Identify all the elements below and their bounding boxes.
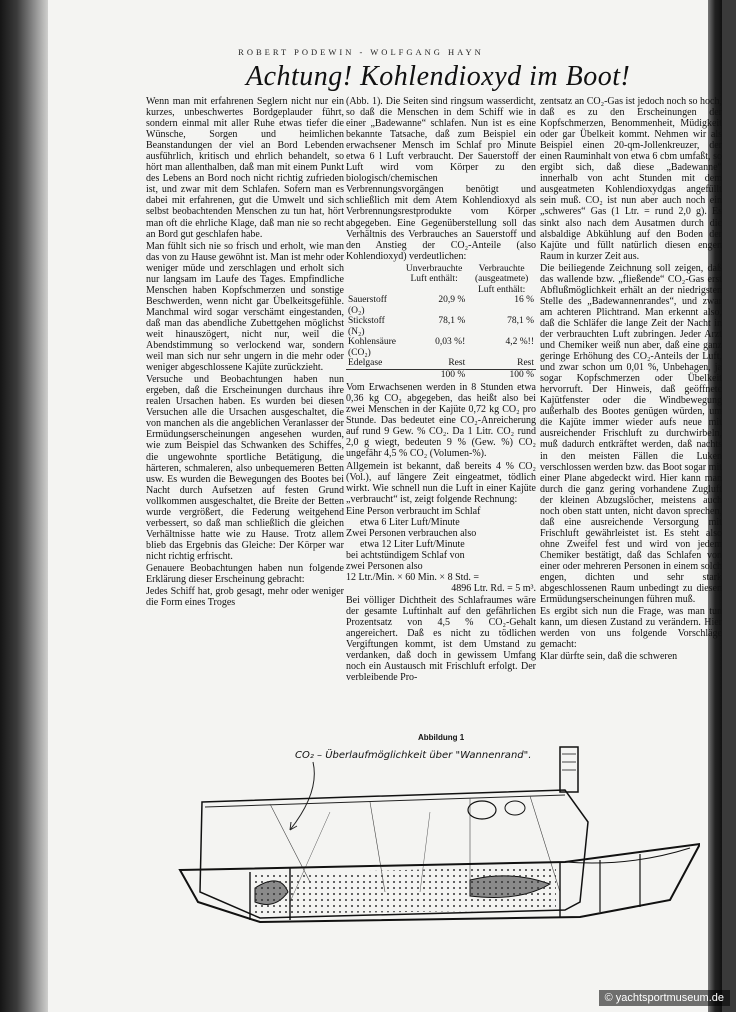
copyright-watermark: © yachtsportmuseum.de bbox=[599, 990, 730, 1006]
used-value: Rest bbox=[517, 358, 534, 369]
table-header-row bbox=[346, 264, 536, 296]
paragraph: Es ergibt sich nun die Frage, was man tun kann, um diesen Zustand zu verändern. Hier werden von uns folgende Vorschläge gemacht: bbox=[540, 606, 722, 651]
gas-name: Stickstoff (N₂) bbox=[348, 316, 385, 337]
used-value: 78,1 % bbox=[507, 316, 534, 327]
gas-name: Edelgase bbox=[348, 358, 383, 369]
used-value: 4,2 %!! bbox=[505, 337, 534, 348]
fresh-value: 20,9 % bbox=[438, 295, 466, 306]
gas-name: Kohlensäure (CO₂) bbox=[348, 337, 397, 358]
table-header-fresh: Unverbrauchte Luft enthält: bbox=[405, 263, 463, 285]
cover-edge-line bbox=[205, 795, 565, 807]
total-used: 100 % bbox=[467, 369, 536, 380]
paragraph: Die beiliegende Zeichnung soll zeigen, daß das wallende bzw. „fließende“ CO₂-Gas erst Abflußmöglichkeit erhält an der niedrigsten Stelle des „Badewannenrandes“, und zwar am achteren Plichtrand. Man erkennt also, daß die Schläfer die lange Zeit der Nacht in der verbrauchten Luft zubringen. Jeder Arzt und Chemiker weiß nun aber, daß eine ganz geringe Erhöhung des CO₂-Anteils der Luft, und zwar schon um 0,01 %, Unbehagen, ja sogar Kopfschmerzen oder Übelkeit hervorruft. Der Hinweis, daß geöffnete Kajütfenster oder die Windbewegung außerhalb des Bootes genügen würden, um die Kajüte immer wieder aufs neue mit ausreichender Frischluft zu durchwirbeln, muß dadurch entkräftet werden, daß nachts in den meisten Fällen die Luken verschlossen werden bzw. das Boot sogar mit einer Plane abgedeckt wird. Hier kann man durch die ganz gering vorhandene Zugluft der kleinen Abzugslöcher, meistens auch noch oben statt unten, nicht davon sprechen, daß eine ausreichende Versorgung mit Frischluft gewährleistet ist. Es steht also ohne Zweifel fest und wird von jedem Chemiker bestätigt, daß das Schlafen von einer oder mehreren Personen in einem solch engen, dichten und sehr stark abgeschlossenen Raum unbedingt zu diesen Ermüdungserscheinungen führen muß. bbox=[540, 262, 722, 606]
co2-gas-fill bbox=[254, 866, 556, 914]
paragraph: Versuche und Beobachtungen haben nun ergeben, daß die Erscheinungen durchaus ihre realen Ursachen haben. Es wurden bei diesen Versuchen alle die Ursachen ausgeschaltet, die von manchen als die angeblichen Veranlasser der Ermüdungserscheinungen angesehen wurden, wie zum Beispiel das Schwanken des Schiffes, die ungewohnte sportliche Betätigung, die härteren, schmaleren, also unbequemeren Betten usw. Es wurden die Bewegungen des Bootes bei Nacht durch Aufsetzen auf festen Grund vollkommen ausgeschaltet, die Breite der Betten wurde vergrößert, die Federung weitgehend verbessert, so daß man schließlich die gleichen Verhältnisse hatte wie zu Hause. Trotz allem blieb das Ergebnis das Gleiche: Der Körper war nicht richtig erfrischt. bbox=[146, 374, 344, 562]
table-row bbox=[346, 337, 536, 358]
gas-name: Sauerstoff (O₂) bbox=[348, 295, 387, 316]
porthole bbox=[505, 801, 525, 815]
book-spine-shadow bbox=[0, 0, 48, 1012]
table-row bbox=[346, 358, 536, 369]
handwritten-annotation: CO₂ – Überlaufmöglichkeit über "Wannenrand". bbox=[295, 750, 532, 761]
calc-line: etwa 12 Liter Luft/Minute bbox=[360, 538, 465, 550]
calc-line: Zwei Personen verbrauchen also bbox=[346, 527, 477, 539]
calc-line: zwei Personen also bbox=[346, 560, 423, 572]
text-column-2 bbox=[346, 96, 536, 683]
table-total-row bbox=[346, 369, 536, 380]
paragraph: Jedes Schiff hat, grob gesagt, mehr oder weniger die Form eines Troges bbox=[146, 586, 344, 609]
fresh-value: Rest bbox=[448, 358, 466, 369]
table-row bbox=[346, 295, 536, 316]
article-title: Achtung! Kohlendioxyd im Boot! bbox=[246, 61, 631, 92]
porthole bbox=[468, 801, 496, 819]
calc-line: 12 Ltr./Min. × 60 Min. × 8 Std. = bbox=[346, 572, 480, 583]
calc-line: bei achtstündigem Schlaf von bbox=[346, 549, 465, 561]
paragraph: (Abb. 1). Die Seiten sind ringsum wasserdicht, so daß die Menschen in dem Schiff wie in einer „Badewanne“ schlafen. Nun ist es eine bekannte Tatsache, daß zum Beispiel ein erwachsener Mensch im Schlaf pro Minute etwa 6 l Luft verbraucht. Der Sauerstoff der Luft wird vom Körper zu den biologisch/chemischen Verbrennungsvorgängen benötigt und schließlich mit dem Atem Kohlendioxyd als Verbrennungsrestprodukte vom Körper abgegeben. Eine Gegenüberstellung soll das Verhältnis des Verbrauches an Sauerstoff und den Anstieg der CO₂-Anteile (also Kohlendioxyd) verdeutlichen: bbox=[346, 96, 536, 262]
paragraph: Allgemein ist bekannt, daß bereits 4 % CO₂ (Vol.), auf längere Zeit eingeatmet, tödlich wirkt. Wie schnell nun die Luft in einer Kajüte „verbraucht“ ist, zeigt folgende Rechnung: bbox=[346, 460, 536, 505]
fresh-value: 0,03 %! bbox=[435, 337, 466, 348]
text-column-1 bbox=[146, 96, 344, 608]
fresh-value: 78,1 % bbox=[438, 316, 466, 327]
paragraph: Klar dürfte sein, daß die schweren bbox=[540, 651, 678, 663]
article-authors: ROBERT PODEWIN - WOLFGANG HAYN bbox=[238, 47, 484, 57]
total-fresh: 100 % bbox=[401, 369, 467, 380]
figure-caption: Abbildung 1 bbox=[418, 733, 465, 742]
table-header-used: Verbrauchte (ausgeatmete) Luft enthält: bbox=[474, 263, 529, 295]
paragraph: Man fühlt sich nie so frisch und erholt, wie man das von zu Hause gewöhnt ist. Man ist mehr oder weniger müde und zerschlagen und erholt sich nur langsam im Laufe des Tages. Empfindliche Menschen haben Kopfschmerzen und sonstige Beschwerden, wenn nicht gar Übelkeitsgefühle. Manchmal wird sogar verschämt eingestanden, daß man das abendliche Zubettgehen möglichst weit hinauszögert, nicht nur, weil die Abendstimmung so verlockend war, sondern weil man sich nur sehr ungern in die mehr oder weniger abgeschlossene Kajüte zurückzieht. bbox=[146, 240, 344, 374]
paragraph: Genauere Beobachtungen haben nun folgende Erklärung dieser Erscheinung gebracht: bbox=[146, 562, 344, 586]
mast-detail bbox=[562, 754, 576, 770]
paragraph: Wenn man mit erfahrenen Seglern nicht nur ein kurzes, unbeschwertes Bordgeplauder führt, sondern einmal mit aller Ruhe etwas tiefer die Wünsche, Sorgen und heimlichen Beanstandungen der viel an Bord Lebenden ausführlich, kritisch und ehrlich behandelt, so hört man allenthalben, daß man mit einem Punkt des Lebens an Bord noch nicht richtig zufrieden ist, und zwar mit dem Schlafen. Sofern man es dabei mit erfahrenen, gut die Umwelt und sich selbst beobachtenden Menschen zu tun hat, hört man oft die ehrliche Klage, daß man nie so recht an Bord gut geschlafen habe. bbox=[146, 96, 344, 240]
boat-cross-section-drawing bbox=[170, 742, 700, 957]
paragraph: Vom Erwachsenen werden in 8 Stunden etwa 0,36 kg CO₂ abgegeben, das heißt also bei zwei Menschen in der Kajüte 0,72 kg CO₂ pro Stunde. Das bedeutet eine CO₂-Anreicherung auf rund 9 Gew. % CO₂. Da 1 Litr. CO₂ rund 2,0 g wiegt, bedeuten 9 % (Gew. %) CO₂ ungefähr 4,5 % CO₂ (Volumen-%). bbox=[346, 382, 536, 460]
annotation-arrow bbox=[290, 762, 314, 830]
air-composition-table bbox=[346, 264, 536, 381]
used-value: 16 % bbox=[514, 295, 534, 306]
text-column-3 bbox=[540, 96, 722, 662]
calc-line: Eine Person verbraucht im Schlaf bbox=[346, 505, 481, 517]
paragraph: zentsatz an CO₂-Gas ist jedoch noch so hoch, daß es zu den Erscheinungen der Kopfschmerzen, Benommenheit, Müdigkeit oder gar Übelkeit kommt. Nehmen wir als Beispiel einen 20-qm-Jollenkreuzer, der einen Rauminhalt von etwa 6 cbm umfaßt, so ergibt sich, daß diese „Badewanne“ innerhalb von acht Stunden mit dem ausgeatmeten Kohlendioxydgas angefüllt sein muß. CO₂ ist nun aber auch noch ein „schweres“ Gas (1 Ltr. = rund 2,0 g). Es sinkt also nach dem Ausatmen durch die alsbaldige Abkühlung auf den Boden der Kajüte und füllt natürlich diesen engen Raum in kurzer Zeit aus. bbox=[540, 96, 722, 262]
paragraph: Bei völliger Dichtheit des Schlafraumes wäre der gesamte Luftinhalt auf den gefährlichen Prozentsatz von 4,5 % CO₂-Gehalt angereichert. Daß es nicht zu tödlichen Vergiftungen kommt, ist dem Umstand zu verdanken, daß doch in gewissem Umfang noch ein Austausch mit Frischluft erfolgt. Der verbleibende Pro- bbox=[346, 595, 536, 684]
calc-line: etwa 6 Liter Luft/Minute bbox=[360, 516, 460, 528]
table-row bbox=[346, 316, 536, 337]
calc-result: 4896 Ltr. Rd. = 5 m³. bbox=[451, 583, 536, 595]
